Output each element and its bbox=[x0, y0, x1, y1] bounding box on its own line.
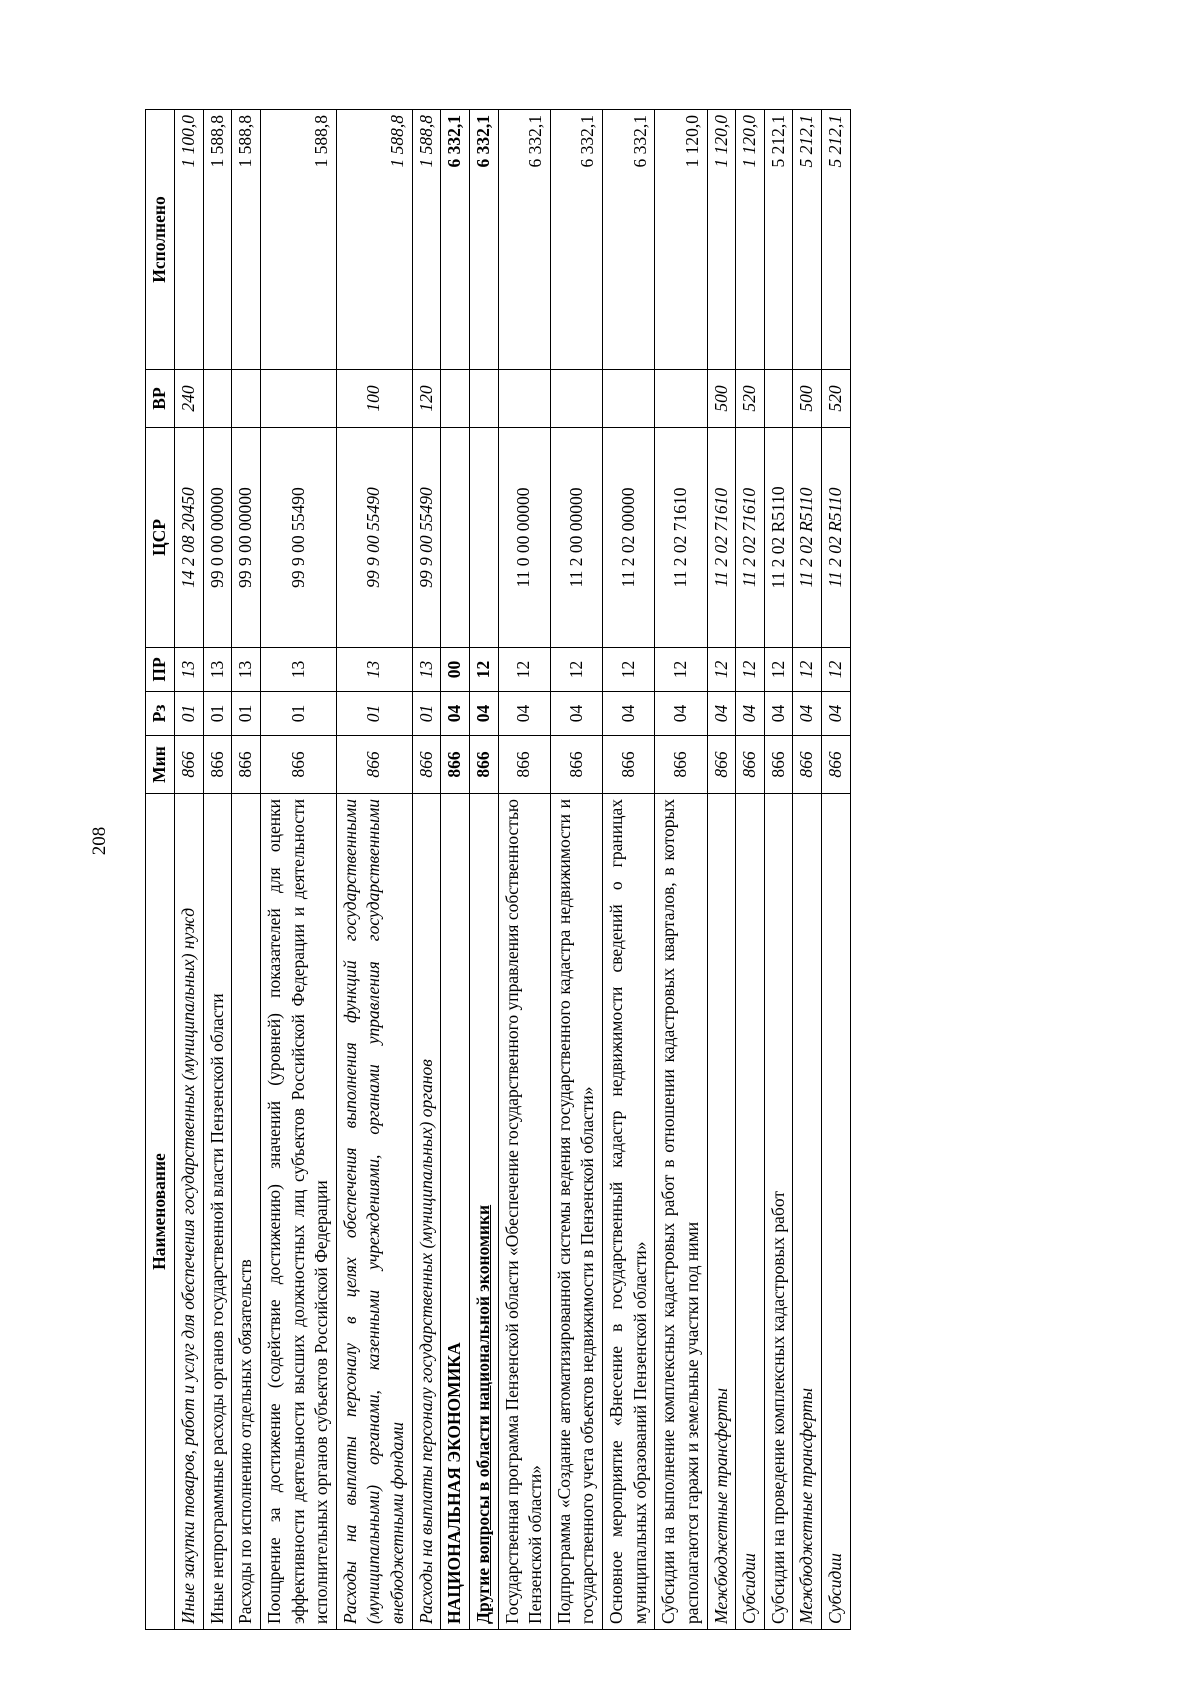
row-min: 866 bbox=[736, 736, 765, 794]
row-name: Субсидии на проведение комплексных кадастровых работ bbox=[764, 794, 793, 1630]
row-min: 866 bbox=[603, 736, 655, 794]
row-csr: 11 2 02 R5110 bbox=[822, 428, 851, 648]
row-done: 1 588,8 bbox=[412, 110, 441, 370]
row-done: 1 100,0 bbox=[175, 110, 204, 370]
table-row bbox=[764, 110, 793, 1630]
row-vr bbox=[603, 370, 655, 428]
row-name: Другие вопросы в области национальной экономики bbox=[469, 794, 498, 1630]
row-done: 1 120,0 bbox=[655, 110, 707, 370]
table-row bbox=[175, 110, 204, 1630]
row-done: 5 212,1 bbox=[764, 110, 793, 370]
table-row bbox=[336, 110, 412, 1630]
header-name: Наименование bbox=[146, 794, 175, 1630]
table-row bbox=[793, 110, 822, 1630]
table-row bbox=[469, 110, 498, 1630]
row-name: Иные непрограммные расходы органов государственной власти Пензенской области bbox=[203, 794, 232, 1630]
row-min: 866 bbox=[203, 736, 232, 794]
row-csr bbox=[441, 428, 470, 648]
row-name: Расходы на выплаты персоналу в целях обеспечения выполнения функций государственными (муниципальными) органами, казенными учреждениями, органами управления государственными внебюджетными фондами bbox=[336, 794, 412, 1630]
table-row bbox=[232, 110, 261, 1630]
header-min: Мин bbox=[146, 736, 175, 794]
row-done: 6 332,1 bbox=[498, 110, 550, 370]
row-rz: 04 bbox=[707, 692, 736, 736]
row-rz: 04 bbox=[822, 692, 851, 736]
row-done: 5 212,1 bbox=[793, 110, 822, 370]
row-pr: 13 bbox=[203, 648, 232, 692]
row-pr: 13 bbox=[260, 648, 336, 692]
row-min: 866 bbox=[793, 736, 822, 794]
budget-table-container bbox=[145, 110, 1045, 1630]
row-name: Межбюджетные трансферты bbox=[793, 794, 822, 1630]
row-pr: 12 bbox=[707, 648, 736, 692]
page-number: 208 bbox=[89, 826, 110, 856]
row-csr: 11 2 02 R5110 bbox=[764, 428, 793, 648]
table-row bbox=[822, 110, 851, 1630]
row-name: Иные закупки товаров, работ и услуг для обеспечения государственных (муниципальных) нужд bbox=[175, 794, 204, 1630]
row-done: 6 332,1 bbox=[441, 110, 470, 370]
row-rz: 04 bbox=[441, 692, 470, 736]
header-done: Исполнено bbox=[146, 110, 175, 370]
row-done: 1 588,8 bbox=[232, 110, 261, 370]
row-min: 866 bbox=[498, 736, 550, 794]
table-header-row bbox=[146, 110, 175, 1630]
row-rz: 01 bbox=[203, 692, 232, 736]
row-pr: 12 bbox=[822, 648, 851, 692]
row-rz: 01 bbox=[336, 692, 412, 736]
row-rz: 04 bbox=[655, 692, 707, 736]
row-vr: 240 bbox=[175, 370, 204, 428]
row-pr: 13 bbox=[336, 648, 412, 692]
row-vr bbox=[764, 370, 793, 428]
row-name: Субсидии bbox=[736, 794, 765, 1630]
row-rz: 04 bbox=[603, 692, 655, 736]
table-row bbox=[260, 110, 336, 1630]
row-min: 866 bbox=[469, 736, 498, 794]
row-vr: 500 bbox=[793, 370, 822, 428]
row-name: Субсидии bbox=[822, 794, 851, 1630]
row-rz: 01 bbox=[412, 692, 441, 736]
row-rz: 04 bbox=[550, 692, 602, 736]
table-row bbox=[603, 110, 655, 1630]
row-vr bbox=[203, 370, 232, 428]
budget-table bbox=[145, 109, 851, 1630]
table-row bbox=[441, 110, 470, 1630]
row-vr bbox=[469, 370, 498, 428]
row-name: Основное мероприятие «Внесение в государственный кадастр недвижимости сведений о границах муниципальных образований Пензенской области» bbox=[603, 794, 655, 1630]
row-vr bbox=[655, 370, 707, 428]
row-pr: 13 bbox=[175, 648, 204, 692]
row-csr: 99 9 00 55490 bbox=[260, 428, 336, 648]
row-vr bbox=[550, 370, 602, 428]
row-vr: 120 bbox=[412, 370, 441, 428]
row-pr: 13 bbox=[232, 648, 261, 692]
row-done: 1 120,0 bbox=[707, 110, 736, 370]
row-vr: 100 bbox=[336, 370, 412, 428]
row-vr: 520 bbox=[822, 370, 851, 428]
row-rz: 04 bbox=[764, 692, 793, 736]
row-csr: 11 2 02 00000 bbox=[603, 428, 655, 648]
row-min: 866 bbox=[655, 736, 707, 794]
row-done: 1 120,0 bbox=[736, 110, 765, 370]
row-pr: 12 bbox=[793, 648, 822, 692]
table-row bbox=[655, 110, 707, 1630]
row-name: Расходы по исполнению отдельных обязательств bbox=[232, 794, 261, 1630]
row-done: 1 588,8 bbox=[336, 110, 412, 370]
row-csr: 11 2 02 R5110 bbox=[793, 428, 822, 648]
row-min: 866 bbox=[336, 736, 412, 794]
row-csr: 14 2 08 20450 bbox=[175, 428, 204, 648]
table-row bbox=[736, 110, 765, 1630]
row-done: 6 332,1 bbox=[603, 110, 655, 370]
row-pr: 12 bbox=[764, 648, 793, 692]
row-vr bbox=[498, 370, 550, 428]
row-rz: 04 bbox=[793, 692, 822, 736]
table-row bbox=[412, 110, 441, 1630]
header-vr: ВР bbox=[146, 370, 175, 428]
row-done: 5 212,1 bbox=[822, 110, 851, 370]
row-name: Поощрение за достижение (содействие достижению) значений (уровней) показателей для оценки эффективности деятельности высших должностных лиц субъектов Российской Федерации и деятельности исполнительных органов субъектов Российской Федерации bbox=[260, 794, 336, 1630]
row-min: 866 bbox=[550, 736, 602, 794]
row-pr: 00 bbox=[441, 648, 470, 692]
table-row bbox=[550, 110, 602, 1630]
row-rz: 04 bbox=[498, 692, 550, 736]
row-rz: 01 bbox=[232, 692, 261, 736]
row-vr bbox=[232, 370, 261, 428]
table-row bbox=[498, 110, 550, 1630]
row-pr: 12 bbox=[550, 648, 602, 692]
row-name: Субсидии на выполнение комплексных кадастровых работ в отношении кадастровых кварталов, в которых располагаются гаражи и земельные участки под ними bbox=[655, 794, 707, 1630]
row-min: 866 bbox=[175, 736, 204, 794]
row-csr: 99 9 00 55490 bbox=[336, 428, 412, 648]
row-min: 866 bbox=[260, 736, 336, 794]
row-pr: 13 bbox=[412, 648, 441, 692]
row-min: 866 bbox=[412, 736, 441, 794]
row-done: 1 588,8 bbox=[203, 110, 232, 370]
row-min: 866 bbox=[441, 736, 470, 794]
row-csr: 11 2 00 00000 bbox=[550, 428, 602, 648]
row-vr bbox=[441, 370, 470, 428]
row-rz: 04 bbox=[736, 692, 765, 736]
row-min: 866 bbox=[707, 736, 736, 794]
row-csr: 11 2 02 71610 bbox=[736, 428, 765, 648]
row-pr: 12 bbox=[655, 648, 707, 692]
row-name: Межбюджетные трансферты bbox=[707, 794, 736, 1630]
header-pr: ПР bbox=[146, 648, 175, 692]
row-vr bbox=[260, 370, 336, 428]
row-vr: 500 bbox=[707, 370, 736, 428]
row-min: 866 bbox=[822, 736, 851, 794]
row-rz: 01 bbox=[260, 692, 336, 736]
row-rz: 01 bbox=[175, 692, 204, 736]
row-done: 6 332,1 bbox=[469, 110, 498, 370]
header-csr: ЦСР bbox=[146, 428, 175, 648]
table-row bbox=[707, 110, 736, 1630]
row-csr: 11 2 02 71610 bbox=[655, 428, 707, 648]
row-csr: 99 9 00 00000 bbox=[232, 428, 261, 648]
row-name: Государственная программа Пензенской области «Обеспечение государственного управления собственностью Пензенской области» bbox=[498, 794, 550, 1630]
row-done: 1 588,8 bbox=[260, 110, 336, 370]
row-csr: 99 0 00 00000 bbox=[203, 428, 232, 648]
row-vr: 520 bbox=[736, 370, 765, 428]
row-done: 6 332,1 bbox=[550, 110, 602, 370]
row-min: 866 bbox=[764, 736, 793, 794]
row-pr: 12 bbox=[498, 648, 550, 692]
row-name: Расходы на выплаты персоналу государственных (муниципальных) органов bbox=[412, 794, 441, 1630]
row-csr bbox=[469, 428, 498, 648]
row-pr: 12 bbox=[603, 648, 655, 692]
row-name: НАЦИОНАЛЬНАЯ ЭКОНОМИКА bbox=[441, 794, 470, 1630]
row-name: Подпрограмма «Создание автоматизированной системы ведения государственного кадастра недвижимости и государственного учета объектов недвижимости в Пензенской области» bbox=[550, 794, 602, 1630]
row-csr: 99 9 00 55490 bbox=[412, 428, 441, 648]
row-pr: 12 bbox=[469, 648, 498, 692]
row-csr: 11 2 02 71610 bbox=[707, 428, 736, 648]
row-pr: 12 bbox=[736, 648, 765, 692]
header-rz: Рз bbox=[146, 692, 175, 736]
row-rz: 04 bbox=[469, 692, 498, 736]
row-min: 866 bbox=[232, 736, 261, 794]
row-csr: 11 0 00 00000 bbox=[498, 428, 550, 648]
table-row bbox=[203, 110, 232, 1630]
